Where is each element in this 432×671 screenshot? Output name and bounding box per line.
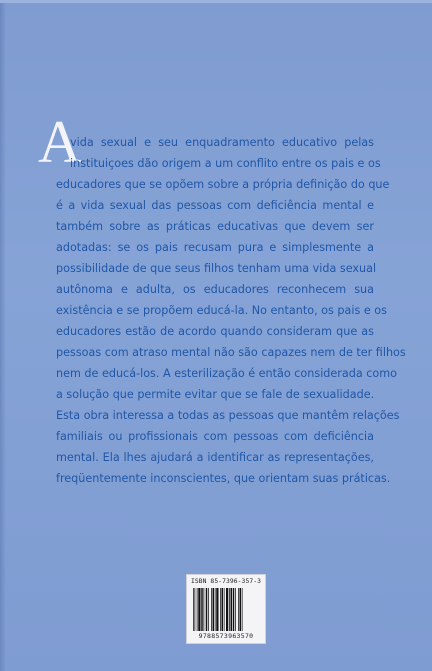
synopsis-line: freqüentemente inconscientes, que orientam suas práticas.: [56, 472, 391, 485]
synopsis-line: Esta obra interessa a todas as pessoas que mantêm relações: [56, 409, 400, 422]
barcode-bar: [240, 588, 242, 631]
barcode-bar: [231, 588, 233, 631]
barcode-bar: [206, 588, 208, 631]
barcode-bar: [211, 588, 212, 631]
barcode-bar: [204, 588, 205, 631]
synopsis-line: a solução que permite evitar que se fale de sexualidade.: [56, 388, 375, 401]
barcode-bar: [193, 588, 194, 631]
synopsis-line: educadores estão de acordo quando consideram que as: [56, 325, 374, 338]
barcode-bar: [238, 588, 239, 631]
drop-cap-letter: A: [38, 109, 81, 175]
synopsis-text: [56, 132, 406, 489]
barcode-bars: [193, 588, 261, 631]
synopsis-line: existência e se propõem educá-la. No entanto, os pais e os: [56, 304, 387, 317]
synopsis-line: nem de educá-los. A esterilização é então considerada como: [56, 367, 398, 380]
barcode-bar: [220, 588, 221, 631]
barcode-bar: [229, 588, 230, 631]
isbn-barcode: [186, 574, 266, 644]
spine-edge-shadow: [0, 0, 6, 671]
barcode-bar: [215, 588, 216, 631]
barcode-bar: [222, 588, 224, 631]
barcode-bar: [201, 588, 203, 631]
synopsis-line: instituiçoes dão origem a um conflito entre os pais e os: [70, 157, 381, 170]
barcode-digits: 9788573963570: [198, 632, 254, 640]
barcode-bar: [226, 588, 228, 631]
barcode-bar: [216, 588, 218, 631]
synopsis-line: educadores que se opõem sobre a própria definição do que: [56, 178, 390, 191]
barcode-bar: [233, 588, 235, 631]
synopsis-line: adotadas: se os pais recusam pura e simplesmente a: [56, 241, 374, 254]
barcode-bar: [195, 588, 196, 631]
synopsis-line: vida sexual e seu enquadramento educativo pelas: [70, 136, 374, 149]
barcode-bar: [235, 588, 236, 631]
synopsis-line: também sobre as práticas educativas que devem ser: [56, 220, 374, 233]
barcode-bar: [198, 588, 200, 631]
barcode-bar: [224, 588, 225, 631]
barcode-bar: [208, 588, 209, 631]
top-edge: [0, 0, 432, 3]
synopsis-line: é a vida sexual das pessoas com deficiência mental e: [56, 199, 374, 212]
synopsis-line: familiais ou profissionais com pessoas com deficiência: [56, 430, 374, 443]
barcode-bar: [242, 588, 243, 631]
isbn-label: ISBN 85-7396-357-3: [190, 578, 262, 585]
synopsis-line: possibilidade de que seus filhos tenham uma vida sexual: [56, 262, 377, 275]
synopsis-line: pessoas com atraso mental não são capazes nem de ter filhos: [56, 346, 406, 359]
synopsis-line: mental. Ela lhes ajudará a identificar as representações,: [56, 451, 374, 464]
barcode-bar: [197, 588, 198, 631]
synopsis-line: autônoma e adulta, os educadores reconhecem sua: [56, 283, 374, 296]
barcode-bar: [213, 588, 215, 631]
